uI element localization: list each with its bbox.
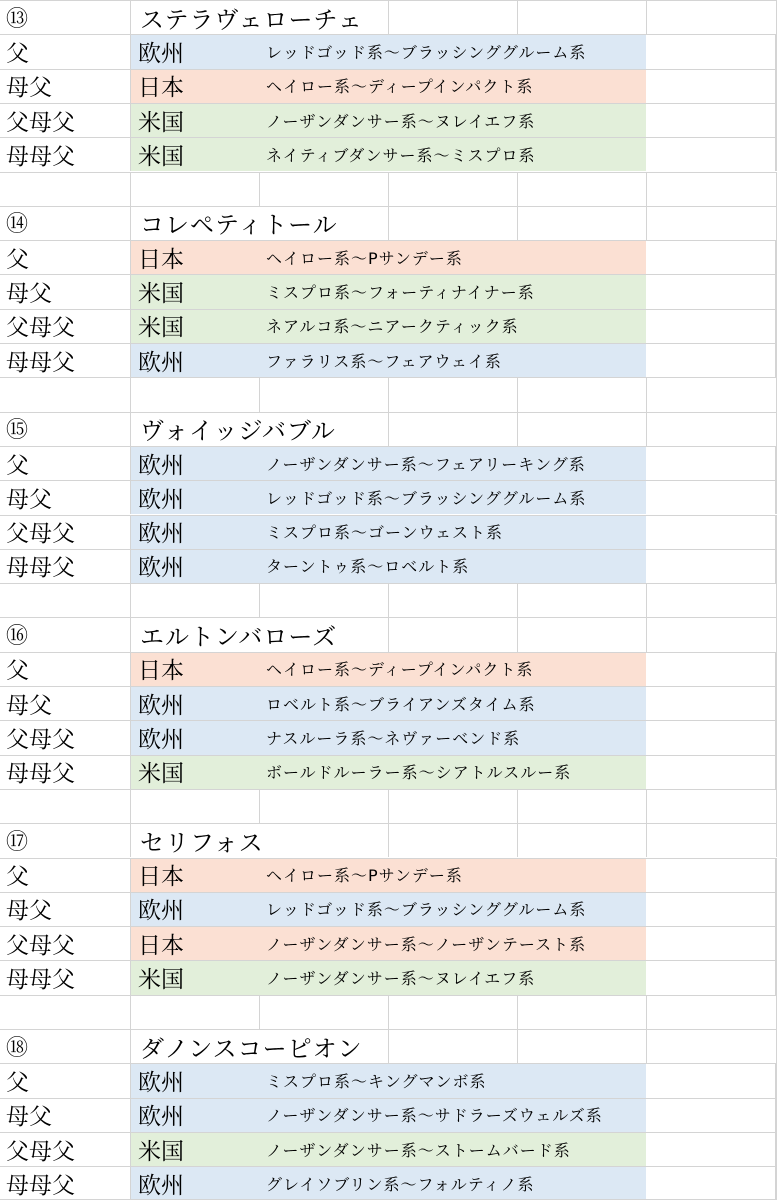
grid-line [646,823,647,857]
grid-line [130,103,131,137]
horse-number[interactable]: ⑭ [6,212,29,238]
grid-line [517,823,518,857]
bloodline-text[interactable]: ヘイロー系〜ディープインパクト系 [266,77,534,97]
grid-line [0,858,777,859]
bloodline-text[interactable]: ボールドルーラー系〜シアトルスルー系 [266,763,572,783]
pedigree-role[interactable]: 母父 [6,281,52,308]
grid-line [388,1029,389,1063]
region-label[interactable]: 米国 [138,1138,184,1165]
grid-line [259,172,260,206]
bloodline-text[interactable]: ヘイロー系〜Pサンデー系 [266,248,463,268]
grid-line [0,515,777,516]
pedigree-role[interactable]: 母母父 [6,555,75,582]
pedigree-role[interactable]: 母母父 [6,1172,75,1199]
grid-line [517,172,518,206]
grid-line [130,892,131,926]
grid-line [130,858,131,892]
region-label[interactable]: 欧州 [138,486,184,513]
pedigree-role[interactable]: 父 [6,1069,29,1096]
grid-line [0,343,777,344]
grid-line [517,995,518,1029]
grid-line [0,549,777,550]
bloodline-text[interactable]: ノーザンダンサー系〜ヌレイエフ系 [266,111,536,131]
grid-line [646,995,647,1029]
grid-line [130,480,131,514]
pedigree-role[interactable]: 母父 [6,692,52,719]
region-label[interactable]: 欧州 [138,1069,184,1096]
grid-line [0,892,777,893]
region-label[interactable]: 日本 [138,864,184,891]
grid-line [259,995,260,1029]
bloodline-text[interactable]: ヘイロー系〜Pサンデー系 [266,866,463,886]
pedigree-role[interactable]: 母父 [6,75,52,102]
grid-line [646,583,647,617]
grid-line [517,617,518,651]
grid-line [388,0,389,34]
grid-line [130,652,131,686]
grid-line [259,583,260,617]
grid-line [0,755,777,756]
grid-line [130,686,131,720]
bloodline-text[interactable]: レッドゴッド系〜ブラッシンググルーム系 [266,488,587,508]
pedigree-role[interactable]: 父 [6,246,29,273]
grid-line [646,1029,647,1063]
grid-line [388,377,389,411]
region-label[interactable]: 日本 [138,246,184,273]
grid-line [130,617,131,651]
grid-line [0,137,777,138]
bloodline-text[interactable]: ノーザンダンサー系〜ストームバード系 [266,1140,571,1160]
pedigree-role[interactable]: 父母父 [6,1138,75,1165]
grid-line [130,1132,131,1166]
region-label[interactable]: 欧州 [138,40,184,67]
pedigree-role[interactable]: 父 [6,864,29,891]
horse-number[interactable]: ⑱ [6,1035,29,1061]
grid-line [130,1098,131,1132]
bloodline-text[interactable]: ミスプロ系〜ゴーンウェスト系 [266,523,504,543]
pedigree-role[interactable]: 母母父 [6,349,75,376]
horse-number[interactable]: ⑯ [6,624,29,650]
grid-line [130,34,131,68]
grid-line [130,172,131,206]
region-label[interactable]: 米国 [138,143,184,170]
grid-line [130,309,131,343]
bloodline-text[interactable]: ファラリス系〜フェアウェイ系 [266,351,502,371]
horse-name[interactable]: ステラヴェローチェ [140,5,363,34]
grid-line [517,0,518,34]
grid-line [130,583,131,617]
grid-line [0,103,777,104]
bloodline-text[interactable]: ノーザンダンサー系〜ノーザンテースト系 [266,934,587,954]
bloodline-text[interactable]: ミスプロ系〜キングマンボ系 [266,1071,487,1091]
grid-line [0,480,777,481]
grid-line [646,412,647,446]
grid-line [130,823,131,857]
pedigree-role[interactable]: 母父 [6,486,52,513]
grid-line [0,926,777,927]
pedigree-role[interactable]: 父母父 [6,109,75,136]
grid-line [259,377,260,411]
grid-line [646,0,647,34]
region-label[interactable]: 日本 [138,932,184,959]
grid-line [130,926,131,960]
grid-line [130,515,131,549]
grid-line [0,720,777,721]
grid-line [130,549,131,583]
region-label[interactable]: 欧州 [138,521,184,548]
horse-number[interactable]: ⑮ [6,418,29,444]
bloodline-text[interactable]: ミスプロ系〜フォーティナイナー系 [266,283,535,303]
grid-line [517,1029,518,1063]
pedigree-role[interactable]: 父 [6,658,29,685]
grid-line [130,274,131,308]
pedigree-role[interactable]: 父 [6,40,29,67]
grid-line [259,789,260,823]
region-label[interactable]: 欧州 [138,726,184,753]
grid-line [0,1098,777,1099]
region-label[interactable]: 欧州 [138,452,184,479]
grid-line [388,617,389,651]
grid-line [388,412,389,446]
pedigree-role[interactable]: 母母父 [6,967,75,994]
grid-line [0,652,777,653]
horse-name[interactable]: セリフォス [140,828,264,857]
pedigree-role[interactable]: 父母父 [6,315,75,342]
region-label[interactable]: 米国 [138,109,184,136]
pedigree-role[interactable]: 父母父 [6,932,75,959]
grid-line [0,274,777,275]
bloodline-text[interactable]: ネイティブダンサー系〜ミスプロ系 [266,145,536,165]
grid-line [517,377,518,411]
grid-line [0,686,777,687]
grid-line [130,960,131,994]
bloodline-text[interactable]: ノーザンダンサー系〜フェアリーキング系 [266,454,586,474]
grid-line [0,1063,777,1064]
region-label[interactable]: 米国 [138,967,184,994]
grid-line [388,172,389,206]
bloodline-text[interactable]: ノーザンダンサー系〜ヌレイエフ系 [266,969,536,989]
grid-line [130,720,131,754]
grid-line [388,789,389,823]
bloodline-text[interactable]: グレイソブリン系〜フォルティノ系 [266,1174,535,1194]
grid-line [130,69,131,103]
grid-line [0,69,777,70]
grid-line [388,206,389,240]
bloodline-text[interactable]: ヘイロー系〜ディープインパクト系 [266,660,534,680]
grid-line [0,960,777,961]
grid-line [646,789,647,823]
grid-line [646,617,647,651]
region-label[interactable]: 日本 [138,658,184,685]
bloodline-text[interactable]: ロベルト系〜ブライアンズタイム系 [266,694,536,714]
pedigree-role[interactable]: 母母父 [6,761,75,788]
region-label[interactable]: 米国 [138,281,184,308]
bloodline-text[interactable]: ターントゥ系〜ロベルト系 [266,557,470,577]
pedigree-role[interactable]: 父母父 [6,521,75,548]
grid-line [130,0,131,34]
grid-line [130,343,131,377]
bloodline-text[interactable]: ナスルーラ系〜ネヴァーベンド系 [266,728,521,748]
grid-line [130,377,131,411]
region-label[interactable]: 欧州 [138,1104,184,1131]
grid-line [130,446,131,480]
pedigree-role[interactable]: 母父 [6,1104,52,1131]
grid-line [0,446,777,447]
grid-line [517,412,518,446]
horse-name[interactable]: ダノンスコーピオン [140,1034,363,1063]
region-label[interactable]: 欧州 [138,692,184,719]
grid-line [517,206,518,240]
grid-line [646,377,647,411]
grid-line [0,240,777,241]
horse-number[interactable]: ⑰ [6,829,29,855]
grid-line [0,309,777,310]
pedigree-role[interactable]: 父 [6,452,29,479]
bloodline-text[interactable]: ノーザンダンサー系〜サドラーズウェルズ系 [266,1106,603,1126]
region-label[interactable]: 欧州 [138,898,184,925]
grid-line [0,1166,777,1167]
grid-line [130,206,131,240]
grid-line [130,412,131,446]
region-label[interactable]: 欧州 [138,349,184,376]
grid-line [0,1132,777,1133]
grid-line [130,1029,131,1063]
grid-line [646,206,647,240]
grid-line [388,823,389,857]
grid-line [0,34,777,35]
region-label[interactable]: 米国 [138,315,184,342]
pedigree-role[interactable]: 父母父 [6,726,75,753]
bloodline-text[interactable]: レッドゴッド系〜ブラッシンググルーム系 [266,900,587,920]
bloodline-text[interactable]: ネアルコ系〜ニアークティック系 [266,317,519,337]
grid-line [130,240,131,274]
grid-line [130,1166,131,1200]
grid-line [130,137,131,171]
grid-line [130,755,131,789]
region-label[interactable]: 日本 [138,75,184,102]
region-label[interactable]: 米国 [138,761,184,788]
bloodline-text[interactable]: レッドゴッド系〜ブラッシンググルーム系 [266,42,587,62]
grid-line [388,583,389,617]
horse-name[interactable]: コレペティトール [140,211,338,240]
horse-name[interactable]: エルトンバローズ [140,623,338,652]
horse-name[interactable]: ヴォイッジバブル [140,417,336,446]
horse-number[interactable]: ⑬ [6,6,29,32]
pedigree-role[interactable]: 母父 [6,898,52,925]
region-label[interactable]: 欧州 [138,555,184,582]
grid-line [646,172,647,206]
grid-line [517,789,518,823]
grid-line [130,789,131,823]
grid-line [130,1063,131,1097]
grid-line [388,995,389,1029]
pedigree-role[interactable]: 母母父 [6,143,75,170]
region-label[interactable]: 欧州 [138,1172,184,1199]
grid-line [130,995,131,1029]
grid-line [517,583,518,617]
